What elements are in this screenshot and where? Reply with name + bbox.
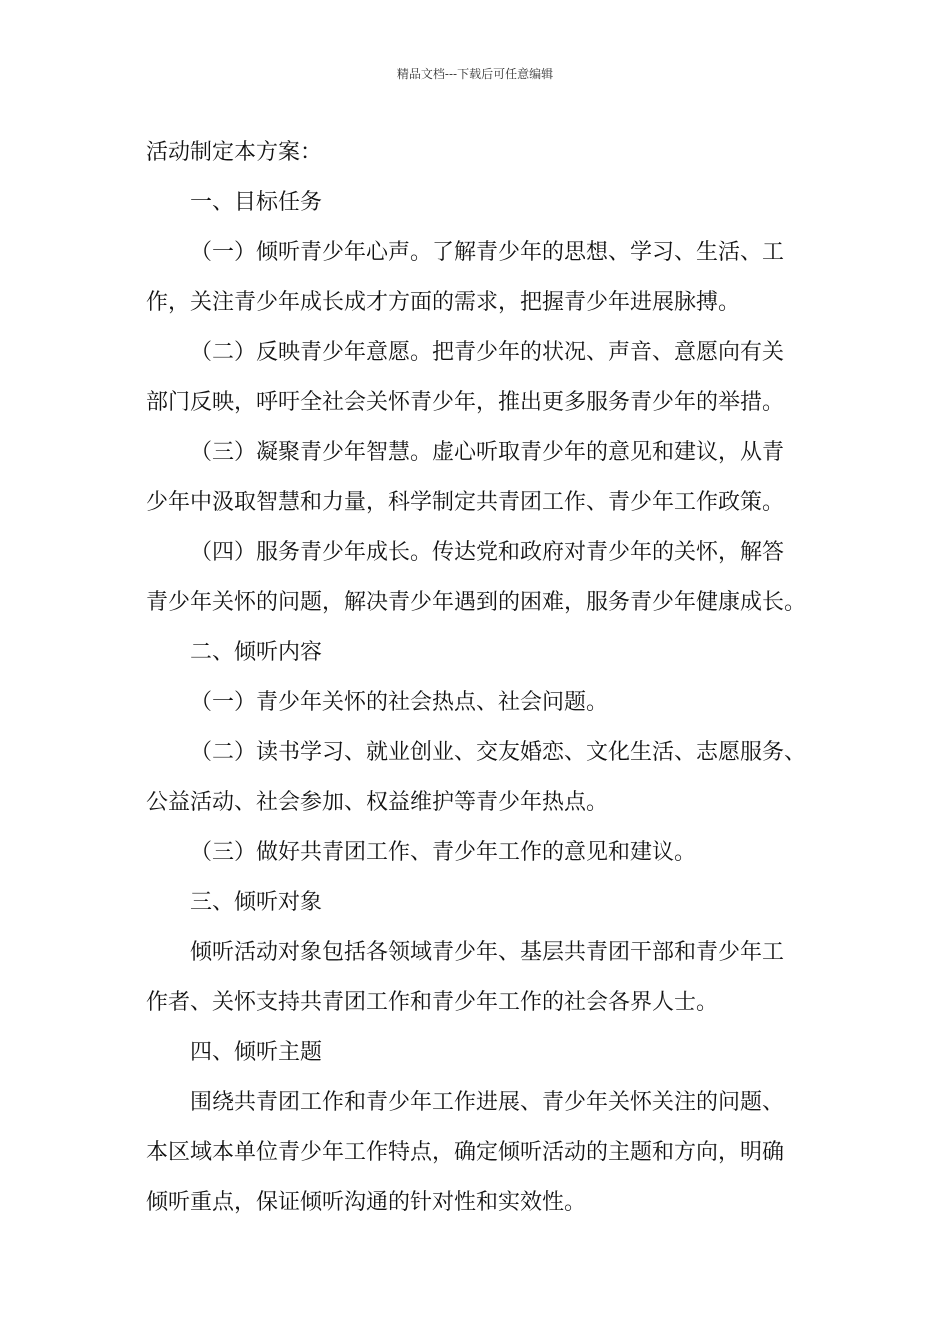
- text-line: 作，关注青少年成长成才方面的需求，把握青少年进展脉搏。: [146, 290, 741, 315]
- text-line: 本区域本单位青少年工作特点，确定倾听活动的主题和方向，明确: [146, 1140, 785, 1165]
- text-line: 围绕共青团工作和青少年工作进展、青少年关怀关注的问题、: [190, 1090, 785, 1115]
- text-line: 倾听重点，保证倾听沟通的针对性和实效性。: [146, 1190, 587, 1215]
- text-line: 青少年关怀的问题，解决青少年遇到的困难，服务青少年健康成长。: [146, 590, 807, 615]
- text-line: 倾听活动对象包括各领域青少年、基层共青团干部和青少年工: [190, 940, 785, 965]
- section-heading-goals: 一、目标任务: [190, 190, 323, 215]
- document-body: [146, 128, 826, 1228]
- section-heading-content: 二、倾听内容: [190, 640, 323, 665]
- text-line: 活动制定本方案：: [146, 140, 323, 165]
- text-line: （一）倾听青少年心声。了解青少年的思想、学习、生活、工: [190, 240, 785, 265]
- text-line: （一）青少年关怀的社会热点、社会问题。: [190, 690, 609, 715]
- text-line: 作者、关怀支持共青团工作和青少年工作的社会各界人士。: [146, 990, 719, 1015]
- text-line: 少年中汲取智慧和力量，科学制定共青团工作、青少年工作政策。: [146, 490, 785, 515]
- page-header: 精品文档---下载后可任意编辑: [396, 67, 554, 81]
- text-line: （三）凝聚青少年智慧。虚心听取青少年的意见和建议，从青: [190, 440, 785, 465]
- text-line: （二）反映青少年意愿。把青少年的状况、声音、意愿向有关: [190, 340, 785, 365]
- text-line: 部门反映，呼吁全社会关怀青少年，推出更多服务青少年的举措。: [146, 390, 785, 415]
- text-line: （二）读书学习、就业创业、交友婚恋、文化生活、志愿服务、: [190, 740, 807, 765]
- section-heading-theme: 四、倾听主题: [190, 1040, 323, 1065]
- text-line: （三）做好共青团工作、青少年工作的意见和建议。: [190, 840, 697, 865]
- text-line: 公益活动、社会参加、权益维护等青少年热点。: [146, 790, 609, 815]
- section-heading-audience: 三、倾听对象: [190, 890, 323, 915]
- text-line: （四）服务青少年成长。传达党和政府对青少年的关怀，解答: [190, 540, 785, 565]
